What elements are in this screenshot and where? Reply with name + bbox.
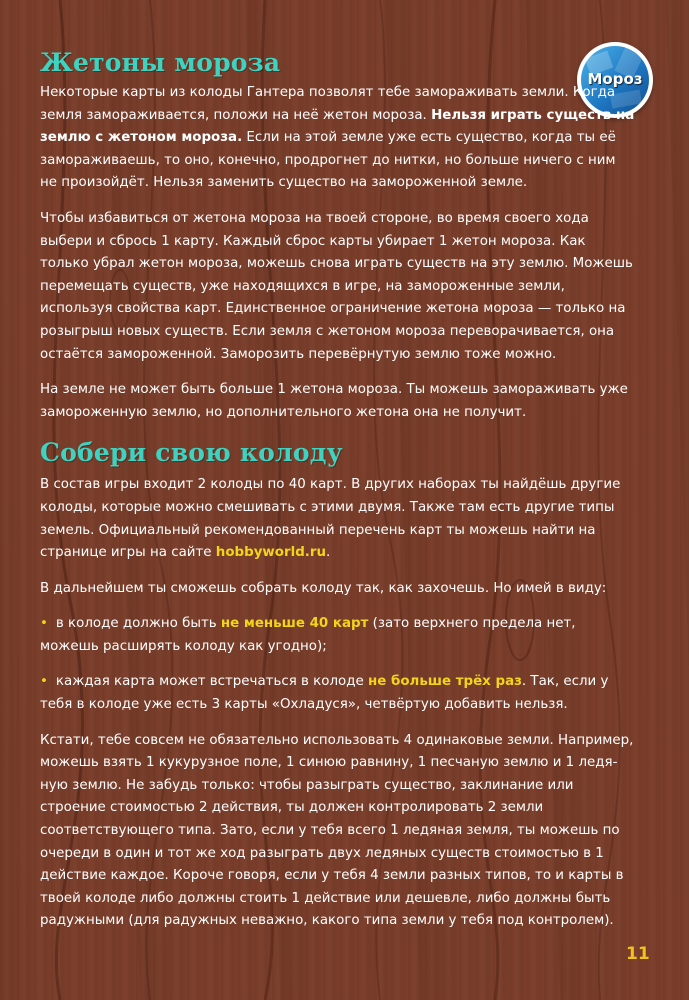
frost-paragraph-1 [40, 82, 635, 195]
frost-badge-label: Мороз [587, 70, 643, 88]
frost-paragraph-2: Чтобы избавиться от жетона мороза на твоей стороне, во время своего хода выбери и сбрось 1 карту. Каждый сброс карты убирает 1 жетон мороза. Как только убрал жетон мороза, можешь снова играть существ на эту землю. Можешь перемещать существ, уже находящихся в игре, на замороженные земли, используя свойства карт. Единственное ограничение жетона мороза — только на розыгрыш новых существ. Если земля с жетоном мороза переворачивается, она остаётся замороженной. Заморозить перевёрнутую землю тоже можно. [40, 210, 633, 362]
text-run: Некоторые карты из колоды Гантера позволят тебе замораживать земли. Когда земля замораживается, положи на неё жетон мороза. [40, 85, 616, 123]
text-run: Если на этой земле уже есть существо, когда ты её замораживаешь, то оно, конечно, продрогнет до нитки, но больше ничего с ним не произойдёт. Нельзя заменить существо на замороженной земле. [40, 130, 616, 191]
frost-rule-highlight: Нельзя играть существ на землю с жетоном мороза. [40, 107, 635, 146]
text-run: в колоде должно быть [55, 616, 221, 632]
website-link[interactable]: hobbyworld.ru [215, 545, 327, 561]
text-run: . [326, 545, 331, 561]
bullet-icon: • [40, 616, 48, 632]
text-run: (зато верхнего предела нет, можешь расширять колоду как угодно); [40, 616, 576, 654]
deck-bullet-2 [40, 671, 635, 716]
deck-paragraph-3: Кстати, тебе совсем не обязательно использовать 4 одинаковые земли. Например, можешь взять 1 кукурузное поле, 1 синюю равнину, 1 песчаную землю и 1 ледяную землю. Не забудь только: чтобы разыграть существо, заклинание или строение стоимостью 2 действия, ты должен контролировать 2 земли соответствующего типа. Зато, если у тебя всего 1 ледяная земля, ты можешь по очереди в один и тот же ход разыграть двух ледяных существ стоимостью в 1 действие каждое. Короче говоря, если у тебя 4 земли разных типов, то и карты в твоей колоде либо должны стоить 1 действие или дешевле, либо должны быть радужными (для радужных неважно, какого типа земли у тебя под контролем). [40, 732, 634, 929]
deck-bullet-1 [40, 613, 635, 658]
page-number: 11 [626, 944, 650, 964]
deck-paragraph-1 [40, 474, 635, 564]
text-run: каждая карта может встречаться в колоде [55, 674, 368, 690]
bullet-icon: • [40, 674, 48, 690]
deck-paragraph-2: В дальнейшем ты сможешь собрать колоду так, как захочешь. Но имей в виду: [40, 580, 607, 596]
bullet-highlight: не больше трёх раз [367, 674, 522, 690]
frost-paragraph-3: На земле не может быть больше 1 жетона мороза. Ты можешь замораживать уже замороженную землю, но дополнительного жетона она не получит. [40, 382, 628, 420]
text-run: В состав игры входит 2 колоды по 40 карт. В других наборах ты найдёшь другие колоды, которые можно смешивать с этими двумя. Также там есть другие типы земель. Официальный рекомендованный перечень карт ты можешь найти на странице игры на сайте [40, 477, 621, 561]
build-deck-title: Собери свою колоду [40, 438, 343, 468]
frost-tokens-title: Жетоны мороза [40, 48, 281, 77]
page-content [40, 40, 635, 946]
bullet-highlight: не меньше 40 карт [220, 616, 369, 632]
text-run: . Так, если у тебя в колоде уже есть 3 карты «Охладуся», четвёртую добавить нельзя. [40, 674, 609, 713]
